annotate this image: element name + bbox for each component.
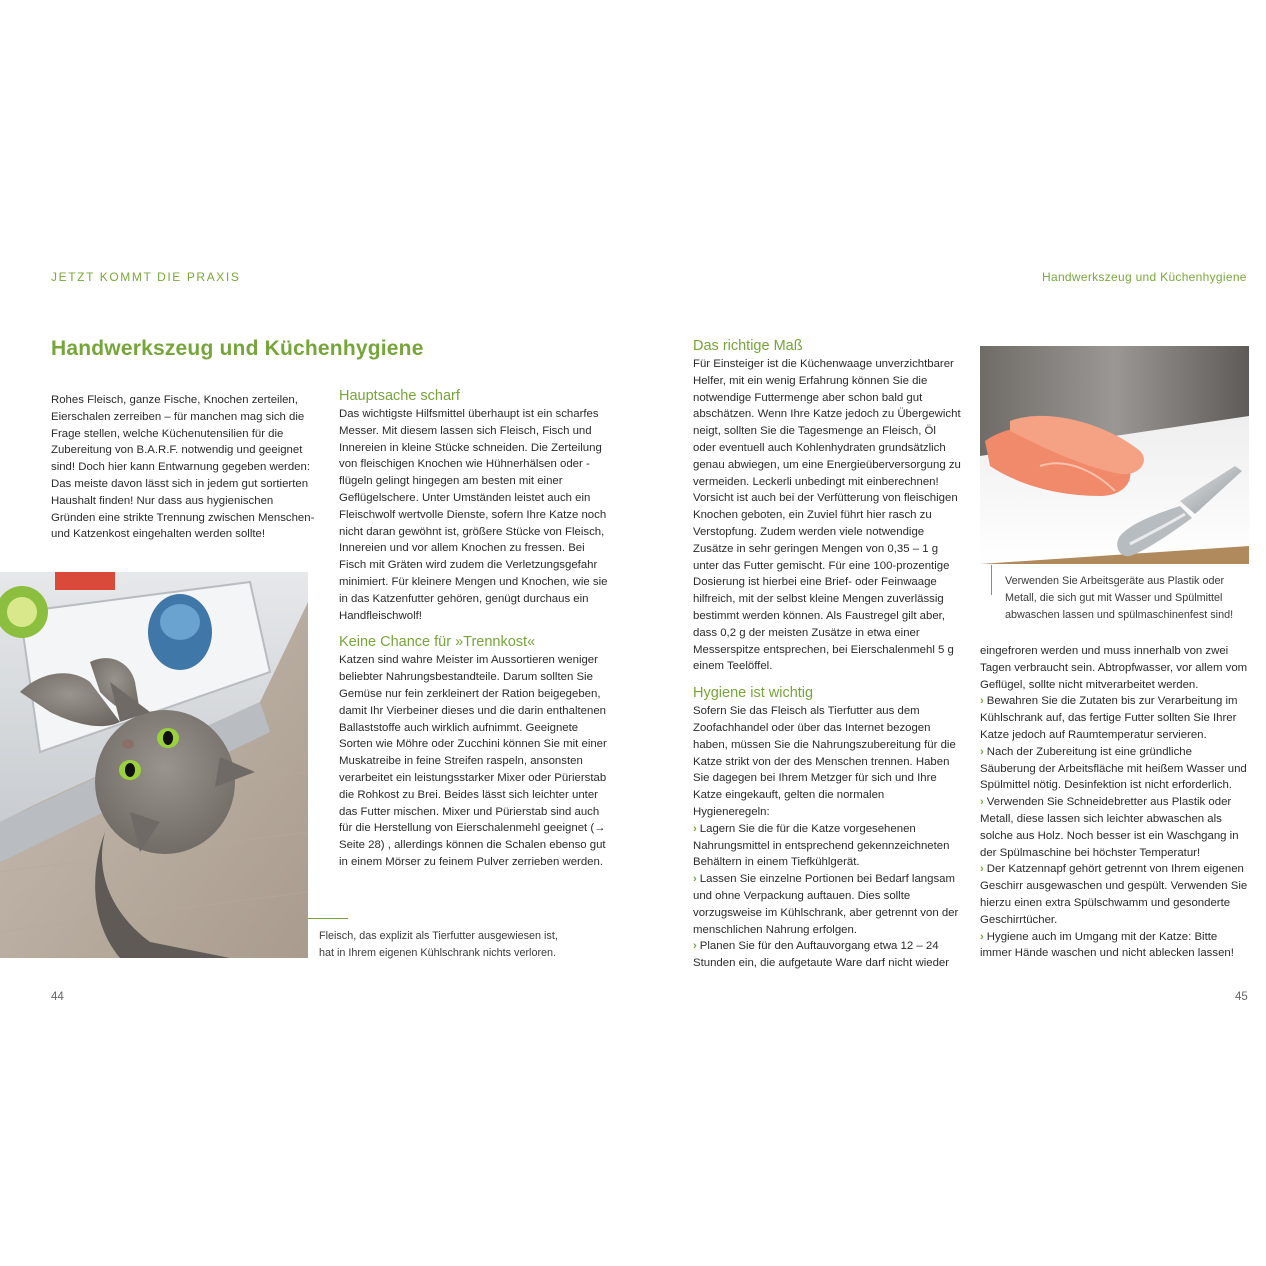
bullet-chevron-icon: ›	[980, 745, 984, 758]
paragraph-hygiene: Sofern Sie das Fleisch als Tierfutter aus dem Zoofachhandel oder über das Internet bezogen haben, müssen Sie die Nahrungszubereitung für die Katze strikt von der des Menschen trennen. Haben Sie dagegen bei Ihrem Metzger für sich und Ihre Katze eingekauft, gelten die normalen Hygieneregeln:	[693, 705, 956, 818]
cat-fridge-photo	[0, 572, 308, 958]
bullet-chevron-icon: ›	[980, 863, 984, 876]
bullet-chevron-icon: ›	[980, 695, 984, 708]
bullet-list-col4	[980, 693, 1250, 962]
bullet-chevron-icon: ›	[693, 822, 697, 835]
paragraph-das-richtige-mass: Für Einsteiger ist die Küchenwaage unverzichtbarer Helfer, mit ein wenig Erfahrung können Sie die notwendige Futtermenge aber schon bald gut abschätzen. Wenn Ihre Katze jedoch zu Übergewicht neigt, sollten Sie die Tagesmenge an Fleisch, Öl oder eventuell auch Kohlenhydraten grundsätzlich genau abwiegen, um eine Energieüberversorgung zu vermeiden. Leckerli unbedingt mit einberechnen! Vorsicht ist auch bei der Verfütterung von fleischigen Knochen geboten, ein Zuviel führt hier rasch zu Verstopfung. Zudem werden viele notwendige Zusätze in sehr geringen Mengen von 0,35 – 1 g unter das Futter gemischt. Für eine 100-prozentige Dosierung ist hierbei eine Brief- oder Feinwaage hilfreich, mit der selbst kleine Mengen zuverlässig bestimmt werden können. Als Faustregel gilt aber, dass 0,2 g der meisten Zusätze in etwa einer Messerspitze entsprechen, bei Eierschalenmehl 5 g einem Teelöffel.	[693, 358, 961, 673]
heading-keine-chance: Keine Chance für »Trennkost«	[339, 634, 536, 651]
page-title: Handwerkszeug und Küchenhygiene	[51, 337, 424, 360]
bullet-chevron-icon: ›	[693, 873, 697, 886]
bullet-chevron-icon: ›	[980, 796, 984, 809]
column-2	[339, 388, 609, 871]
list-item: › Nach der Zubereitung ist eine gründliche Säuberung der Arbeitsfläche mit heißem Wasser und Spülmittel nötig. Desinfektion ist nicht erforderlich.	[980, 745, 1247, 792]
bullet-chevron-icon: ›	[693, 940, 697, 953]
intro-paragraph: Rohes Fleisch, ganze Fische, Knochen zerteilen, Eierschalen zerreiben – für manchen mag sich die Frage stellen, welche Küchenutensilien für die Zubereitung von B.A.R.F. notwendig und geeignet sind! Doch hier kann Entwarnung gegeben werden: Das meiste davon lässt sich in jedem gut sortierten Haushalt finden! Nur dass aus hygienischen Gründen eine strikte Trennung zwischen Menschen- und Katzenkost eingehalten werden sollte!	[51, 394, 315, 541]
caption-right: Verwenden Sie Arbeitsgeräte aus Plastik oder Metall, die sich gut mit Wasser und Spülmittel abwaschen lassen und spülmaschinenfest sind!	[1005, 575, 1234, 621]
running-head-left: JETZT KOMMT DIE PRAXIS	[51, 270, 241, 284]
list-item: › Planen Sie für den Auftauvorgang etwa 12 – 24 Stunden ein, die aufgetaute Ware darf nicht wieder	[693, 940, 950, 970]
list-item: › Lassen Sie einzelne Portionen bei Bedarf langsam und ohne Verpackung auftauen. Dies sollte vorzugsweise im Kühlschrank, aber getrennt von der menschlichen Nahrung erfolgen.	[693, 873, 959, 936]
heading-hauptsache-scharf: Hauptsache scharf	[339, 388, 460, 404]
heading-das-richtige-mass: Das richtige Maß	[693, 338, 803, 354]
heading-hygiene: Hygiene ist wichtig	[693, 685, 814, 702]
caption-rule-right	[991, 565, 992, 595]
list-item: › Lagern Sie die für die Katze vorgesehenen Nahrungsmittel in entsprechend gekennzeichneten Behältern in einem Tiefkühlgerät.	[693, 822, 950, 869]
page-number-left: 44	[51, 991, 64, 1003]
column-3	[693, 338, 961, 972]
list-item: › Hygiene auch im Umgang mit der Katze: Bitte immer Hände waschen und nicht ablecken lassen!	[980, 930, 1234, 960]
list-item: › Der Katzennapf gehört getrennt von Ihrem eigenen Geschirr ausgewaschen und gespült. Verwenden Sie hierzu einen extra Spülschwamm und gesonderte Geschirrtücher.	[980, 863, 1248, 926]
paragraph-hauptsache-scharf: Das wichtigste Hilfsmittel überhaupt ist ein scharfes Messer. Mit diesem lassen sich Fleisch, Fisch und Innereien in kleine Stücke schneiden. Die Zerteilung von fleischigen Knochen wie Hühnerhälsen oder -flügeln gelingt hingegen am besten mit einer Geflügelschere. Unter Umständen leistet auch ein Fleischwolf wertvolle Dienste, sofern Ihre Katze noch nicht daran gewöhnt ist, größere Stücke von Fleisch, Innereien und vor allem Knochen zu fressen. Bei Fisch mit Gräten wird zudem die Verletzungsgefahr minimiert. Für kleinere Mengen und Knochen, wie sie in das Katzenfutter gehören, genügt durchaus ein Handfleischwolf!	[339, 408, 608, 622]
caption-left: Fleisch, das explizit als Tierfutter ausgewiesen ist, hat in Ihrem eigenen Kühlschrank nichts verloren.	[319, 930, 558, 959]
column-4	[980, 643, 1250, 962]
paragraph-keine-chance: Katzen sind wahre Meister im Aussortieren weniger beliebter Nahrungsbestandteile. Darum sollten Sie Gemüse nur fein zerkleinert der Ration beigegeben, damit Ihr Vierbeiner dieses und die darin enthaltenen Ballaststoffe auch wirklich aufnimmt. Geeignete Sorten wie Möhre oder Zucchini können Sie mit einer Muskatreibe in feine Streifen raspeln, ansonsten verarbeitet ein leistungsstarker Mixer oder Pürierstab die Rohkost zu Brei. Beides lässt sich leichter unter das Futter mischen. Mixer und Pürierstab sind auch für die Herstellung von Eierschalenmehl geeignet (→ Seite 28) , allerdings können die Schalen ebenso gut in einem Mörser zu feinem Pulver zerrieben werden.	[339, 654, 607, 868]
page-number-right: 45	[1235, 991, 1248, 1003]
list-item: › Verwenden Sie Schneidebretter aus Plastik oder Metall, diese lassen sich leichter abwaschen als solche aus Holz. Noch besser ist ein Waschgang in der Spülmaschine bei höchster Temperatur!	[980, 796, 1239, 859]
salmon-knife-photo	[980, 346, 1249, 564]
running-head-right: Handwerkszeug und Küchenhygiene	[1042, 270, 1247, 284]
list-item: › Bewahren Sie die Zutaten bis zur Verarbeitung im Kühlschrank auf, das fertige Futter sollten Sie Ihrer Katze jedoch auf Raumtemperatur servieren.	[980, 695, 1238, 741]
bullet-chevron-icon: ›	[980, 930, 984, 943]
caption-rule-left	[308, 918, 348, 919]
paragraph-continuation: eingefroren werden und muss innerhalb von zwei Tagen verbraucht sein. Abtropfwasser, vor allem vom Geflügel, sollte nicht mitverarbeitet werden.	[980, 645, 1248, 691]
bullet-list-col3	[693, 821, 961, 972]
